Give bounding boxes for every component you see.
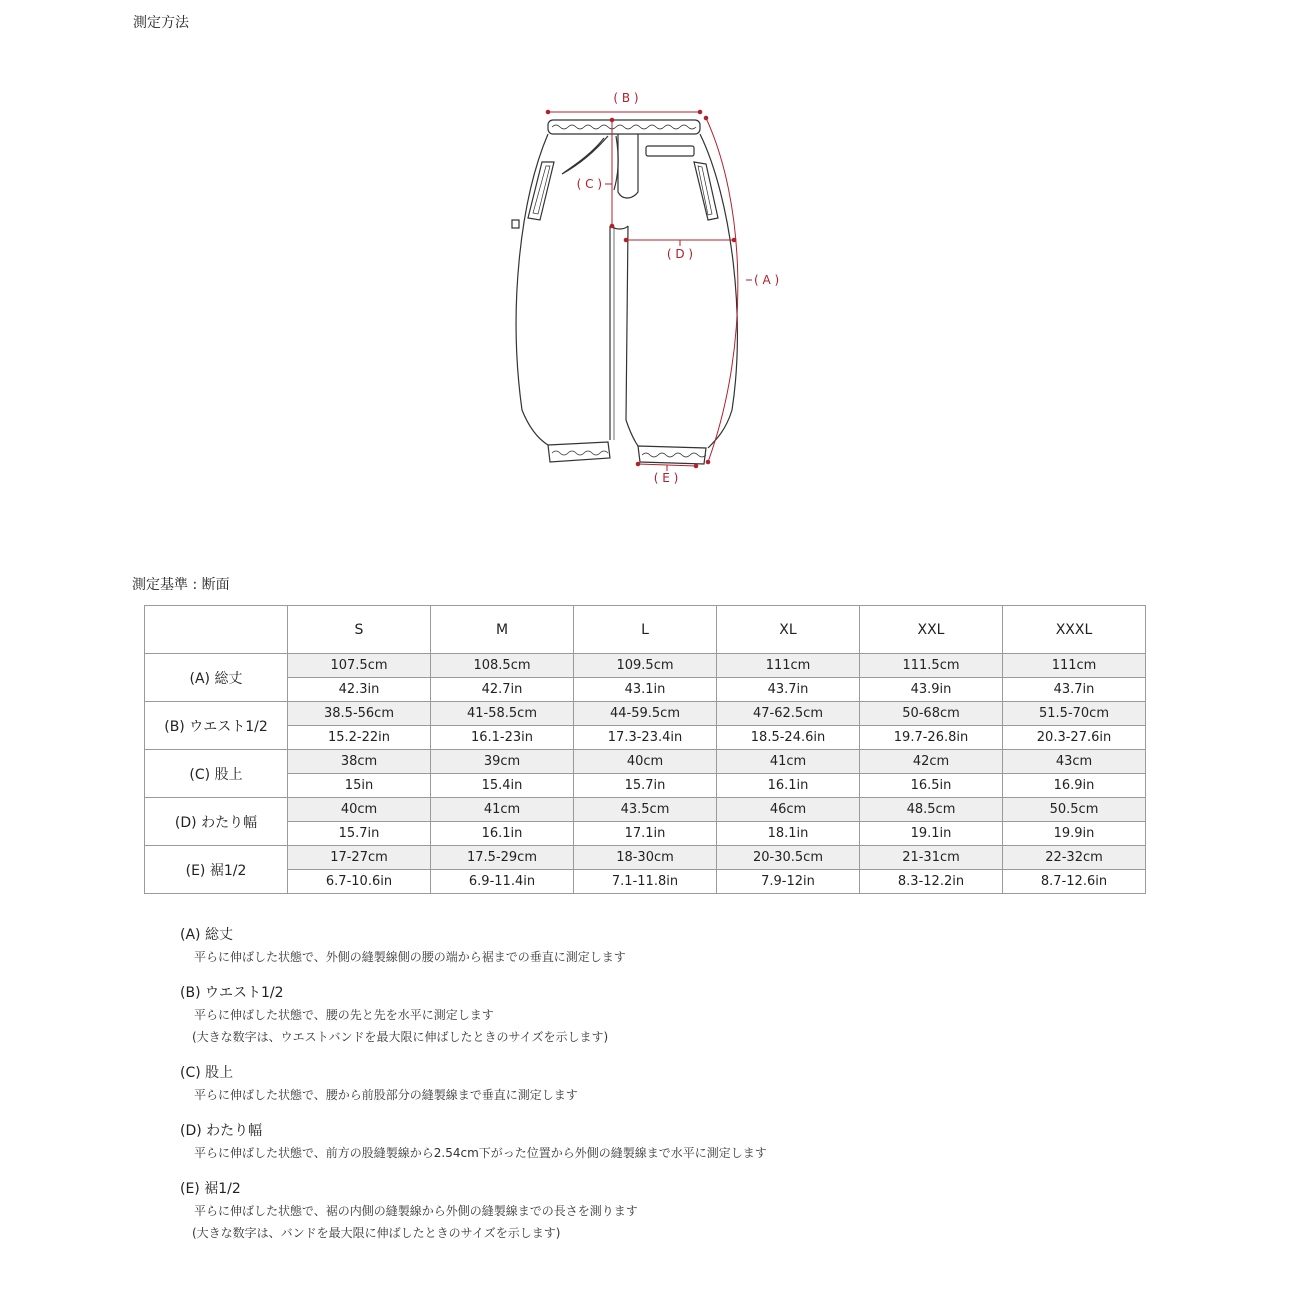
measurement-descriptions — [180, 924, 1180, 1258]
row-label-b: (B) ウエスト1/2 — [145, 702, 288, 750]
description-a — [180, 924, 1180, 968]
table-cell: 15.4in — [431, 774, 574, 798]
table-cell: 41cm — [717, 750, 860, 774]
table-row-d-cm — [145, 798, 1146, 822]
table-cell: 18.1in — [717, 822, 860, 846]
label-e: ( E ) — [653, 471, 679, 485]
table-cell: 16.1in — [431, 822, 574, 846]
table-cell: 40cm — [288, 798, 431, 822]
table-cell: 46cm — [717, 798, 860, 822]
table-cell: 16.1in — [717, 774, 860, 798]
table-cell: 42.3in — [288, 678, 431, 702]
table-cell: 42.7in — [431, 678, 574, 702]
measurement-standard-title: 測定基準 : 断面 — [132, 577, 230, 593]
table-cell: 50.5cm — [1003, 798, 1146, 822]
table-row-a-cm — [145, 654, 1146, 678]
table-cell: 43.7in — [1003, 678, 1146, 702]
description-text: 平らに伸ばした状態で、腰から前股部分の縫製線まで垂直に測定します — [194, 1088, 578, 1102]
description-c — [180, 1062, 1180, 1106]
size-header-xxxl: XXXL — [1003, 606, 1146, 654]
description-title: (A) 総丈 — [180, 927, 233, 943]
table-row-a-in — [145, 678, 1146, 702]
table-cell: 111cm — [1003, 654, 1146, 678]
table-cell: 38.5-56cm — [288, 702, 431, 726]
table-row-d-in — [145, 822, 1146, 846]
table-cell: 16.1-23in — [431, 726, 574, 750]
table-cell: 7.1-11.8in — [574, 870, 717, 894]
table-cell: 15.2-22in — [288, 726, 431, 750]
description-text: 平らに伸ばした状態で、裾の内側の縫製線から外側の縫製線までの長さを測ります — [194, 1204, 638, 1218]
table-cell: 108.5cm — [431, 654, 574, 678]
description-note: (大きな数字は、ウエストバンドを最大限に伸ばしたときのサイズを示します) — [192, 1030, 609, 1044]
table-cell: 18.5-24.6in — [717, 726, 860, 750]
label-c: ( C ) — [576, 177, 602, 191]
table-cell: 19.7-26.8in — [860, 726, 1003, 750]
row-label-e: (E) 裾1/2 — [145, 846, 288, 894]
table-cell: 38cm — [288, 750, 431, 774]
size-header-row — [145, 606, 1146, 654]
table-cell: 7.9-12in — [717, 870, 860, 894]
table-row-c-cm — [145, 750, 1146, 774]
table-cell: 22-32cm — [1003, 846, 1146, 870]
table-cell: 21-31cm — [860, 846, 1003, 870]
table-cell: 111cm — [717, 654, 860, 678]
size-header-l: L — [574, 606, 717, 654]
description-text: 平らに伸ばした状態で、前方の股縫製線から2.54cm下がった位置から外側の縫製線まで水平に測定します — [194, 1146, 767, 1160]
description-b — [180, 982, 1180, 1048]
table-cell: 109.5cm — [574, 654, 717, 678]
table-cell: 8.3-12.2in — [860, 870, 1003, 894]
table-cell: 50-68cm — [860, 702, 1003, 726]
table-cell: 15.7in — [574, 774, 717, 798]
table-cell: 17.1in — [574, 822, 717, 846]
table-cell: 41-58.5cm — [431, 702, 574, 726]
description-title: (C) 股上 — [180, 1065, 234, 1081]
description-text: 平らに伸ばした状態で、腰の先と先を水平に測定します — [194, 1008, 494, 1022]
table-cell: 17.5-29cm — [431, 846, 574, 870]
table-cell: 20-30.5cm — [717, 846, 860, 870]
label-d: ( D ) — [666, 247, 694, 261]
description-text: 平らに伸ばした状態で、外側の縫製線側の腰の端から裾までの垂直に測定します — [194, 950, 626, 964]
row-label-a: (A) 総丈 — [145, 654, 288, 702]
table-cell: 47-62.5cm — [717, 702, 860, 726]
table-cell: 107.5cm — [288, 654, 431, 678]
table-cell: 42cm — [860, 750, 1003, 774]
size-header-s: S — [288, 606, 431, 654]
row-label-d: (D) わたり幅 — [145, 798, 288, 846]
table-cell: 39cm — [431, 750, 574, 774]
size-header-m: M — [431, 606, 574, 654]
size-header-xl: XL — [717, 606, 860, 654]
table-cell: 15in — [288, 774, 431, 798]
description-title: (D) わたり幅 — [180, 1123, 263, 1139]
size-table — [144, 605, 1146, 894]
table-cell: 17.3-23.4in — [574, 726, 717, 750]
description-title: (B) ウエスト1/2 — [180, 985, 284, 1001]
table-row-e-in — [145, 870, 1146, 894]
table-cell: 43cm — [1003, 750, 1146, 774]
pants-outline — [512, 120, 737, 464]
description-note: (大きな数字は、バンドを最大限に伸ばしたときのサイズを示します) — [192, 1226, 561, 1240]
description-title: (E) 裾1/2 — [180, 1181, 241, 1197]
size-header-xxl: XXL — [860, 606, 1003, 654]
table-row-b-in — [145, 726, 1146, 750]
table-cell: 19.1in — [860, 822, 1003, 846]
table-cell: 16.9in — [1003, 774, 1146, 798]
table-cell: 48.5cm — [860, 798, 1003, 822]
label-b: ( B ) — [613, 91, 639, 105]
table-cell: 43.7in — [717, 678, 860, 702]
table-cell: 17-27cm — [288, 846, 431, 870]
table-cell: 6.9-11.4in — [431, 870, 574, 894]
row-label-c: (C) 股上 — [145, 750, 288, 798]
table-cell: 41cm — [431, 798, 574, 822]
table-cell: 18-30cm — [574, 846, 717, 870]
table-cell: 20.3-27.6in — [1003, 726, 1146, 750]
table-cell: 8.7-12.6in — [1003, 870, 1146, 894]
table-cell: 16.5in — [860, 774, 1003, 798]
table-cell: 40cm — [574, 750, 717, 774]
table-cell: 43.5cm — [574, 798, 717, 822]
description-d — [180, 1120, 1180, 1164]
table-cell: 43.9in — [860, 678, 1003, 702]
description-e — [180, 1178, 1180, 1244]
table-corner-cell — [145, 606, 288, 654]
table-cell: 6.7-10.6in — [288, 870, 431, 894]
table-cell: 44-59.5cm — [574, 702, 717, 726]
table-row-c-in — [145, 774, 1146, 798]
table-cell: 15.7in — [288, 822, 431, 846]
table-row-b-cm — [145, 702, 1146, 726]
table-cell: 19.9in — [1003, 822, 1146, 846]
measurement-method-title: 測定方法 — [133, 15, 189, 31]
table-row-e-cm — [145, 846, 1146, 870]
table-cell: 43.1in — [574, 678, 717, 702]
pants-measurement-diagram — [500, 80, 800, 500]
table-cell: 51.5-70cm — [1003, 702, 1146, 726]
label-a: ( A ) — [754, 273, 780, 287]
table-cell: 111.5cm — [860, 654, 1003, 678]
